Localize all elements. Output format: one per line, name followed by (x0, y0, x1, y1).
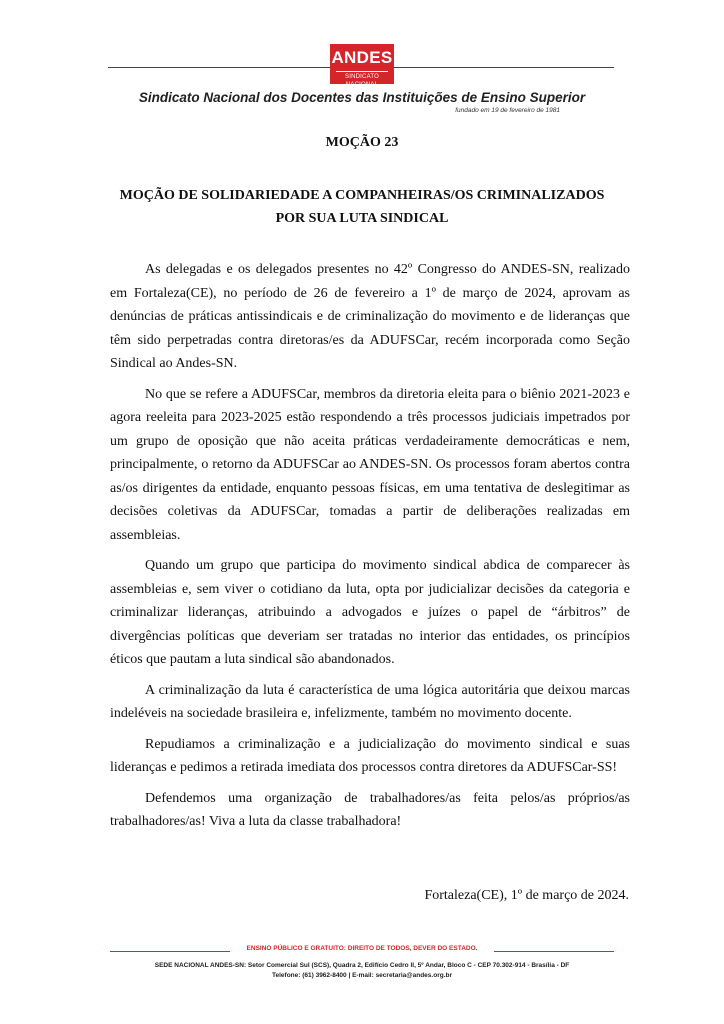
footer-rule-right (494, 951, 614, 952)
footer-rule-left (110, 951, 230, 952)
logo-name: ANDES (331, 48, 393, 67)
letterhead (0, 0, 724, 120)
footer-address (0, 961, 724, 981)
organization-name: Sindicato Nacional dos Docentes das Instituições de Ensino Superior (138, 90, 586, 105)
paragraph: No que se refere a ADUFSCar, membros da diretoria eleita para o biênio 2021-2023 e agora reeleita para 2023-2025 estão respondendo a três processos judiciais impetrados por um grupo de oposição que não aceita práticas verdadeiramente democráticas e nem, principalmente, o retorno da ADUFSCar ao ANDES-SN. Os processos foram abertos contra as/os dirigentes da entidade, enquanto pessoas físicas, em uma tentativa de deslegitimar as decisões coletivas da ADUFSCar, tomadas a partir de deliberações realizadas em assembleias. (110, 386, 630, 543)
contact-line: Telefone: (61) 3962-8400 | E-mail: secretaria@andes.org.br (272, 972, 452, 979)
title-line-2: POR SUA LUTA SINDICAL (275, 211, 449, 226)
place-and-date: Fortaleza(CE), 1º de março de 2024. (424, 888, 629, 903)
paragraph: Defendemos uma organização de trabalhadores/as feita pelos/as próprios/as trabalhadores/as! Viva a luta da classe trabalhadora! (110, 790, 630, 829)
document-title (100, 184, 624, 230)
andes-logo (330, 44, 394, 88)
footer-slogan-row (0, 945, 724, 959)
address-line: SEDE NACIONAL ANDES-SN: Setor Comercial Sul (SCS), Quadra 2, Edifício Cedro II, 5º Andar, Bloco C - CEP 70.302-914 - Brasília - DF (154, 962, 570, 969)
paragraph: A criminalização da luta é característica de uma lógica autoritária que deixou marcas indeléveis na sociedade brasileira e, infelizmente, também no movimento docente. (110, 682, 630, 721)
founded-note: fundado em 19 de fevereiro de 1981 (455, 107, 560, 114)
title-line-1: MOÇÃO DE SOLIDARIEDADE A COMPANHEIRAS/OS CRIMINALIZADOS (119, 188, 605, 203)
header-rule-left (108, 67, 330, 68)
paragraph: As delegadas e os delegados presentes no 42º Congresso do ANDES-SN, realizado em Fortaleza(CE), no período de 26 de fevereiro a 1º de março de 2024, aprovam as denúncias de práticas antissindicais e de criminalização do movimento e de lideranças que têm sido perpetradas contra diretoras/es da ADUFSCar, recém incorporada como Seção Sindical ao Andes-SN. (110, 262, 630, 371)
footer-slogan: ENSINO PÚBLICO E GRATUITO: DIREITO DE TODOS, DEVER DO ESTADO. (246, 945, 478, 952)
paragraph: Repudiamos a criminalização e a judicialização do movimento sindical e suas lideranças e pedimos a retirada imediata dos processos contra diretores da ADUFSCar-SS! (110, 736, 630, 775)
document-body (110, 258, 630, 841)
logo-subtitle: SINDICATO NACIONAL (336, 71, 388, 89)
paragraph: Quando um grupo que participa do movimento sindical abdica de comparecer às assembleias e, sem viver o cotidiano da luta, opta por judicializar decisões da categoria e criminalizar lideranças, atribuindo a advogados e juízes o papel de “árbitros” de divergências políticas que deveriam ser tratadas no interior das entidades, os princípios éticos que pautam a luta sindical são abandonados. (110, 558, 630, 667)
document-number: MOÇÃO 23 (325, 135, 399, 150)
header-rule-right (394, 67, 614, 68)
